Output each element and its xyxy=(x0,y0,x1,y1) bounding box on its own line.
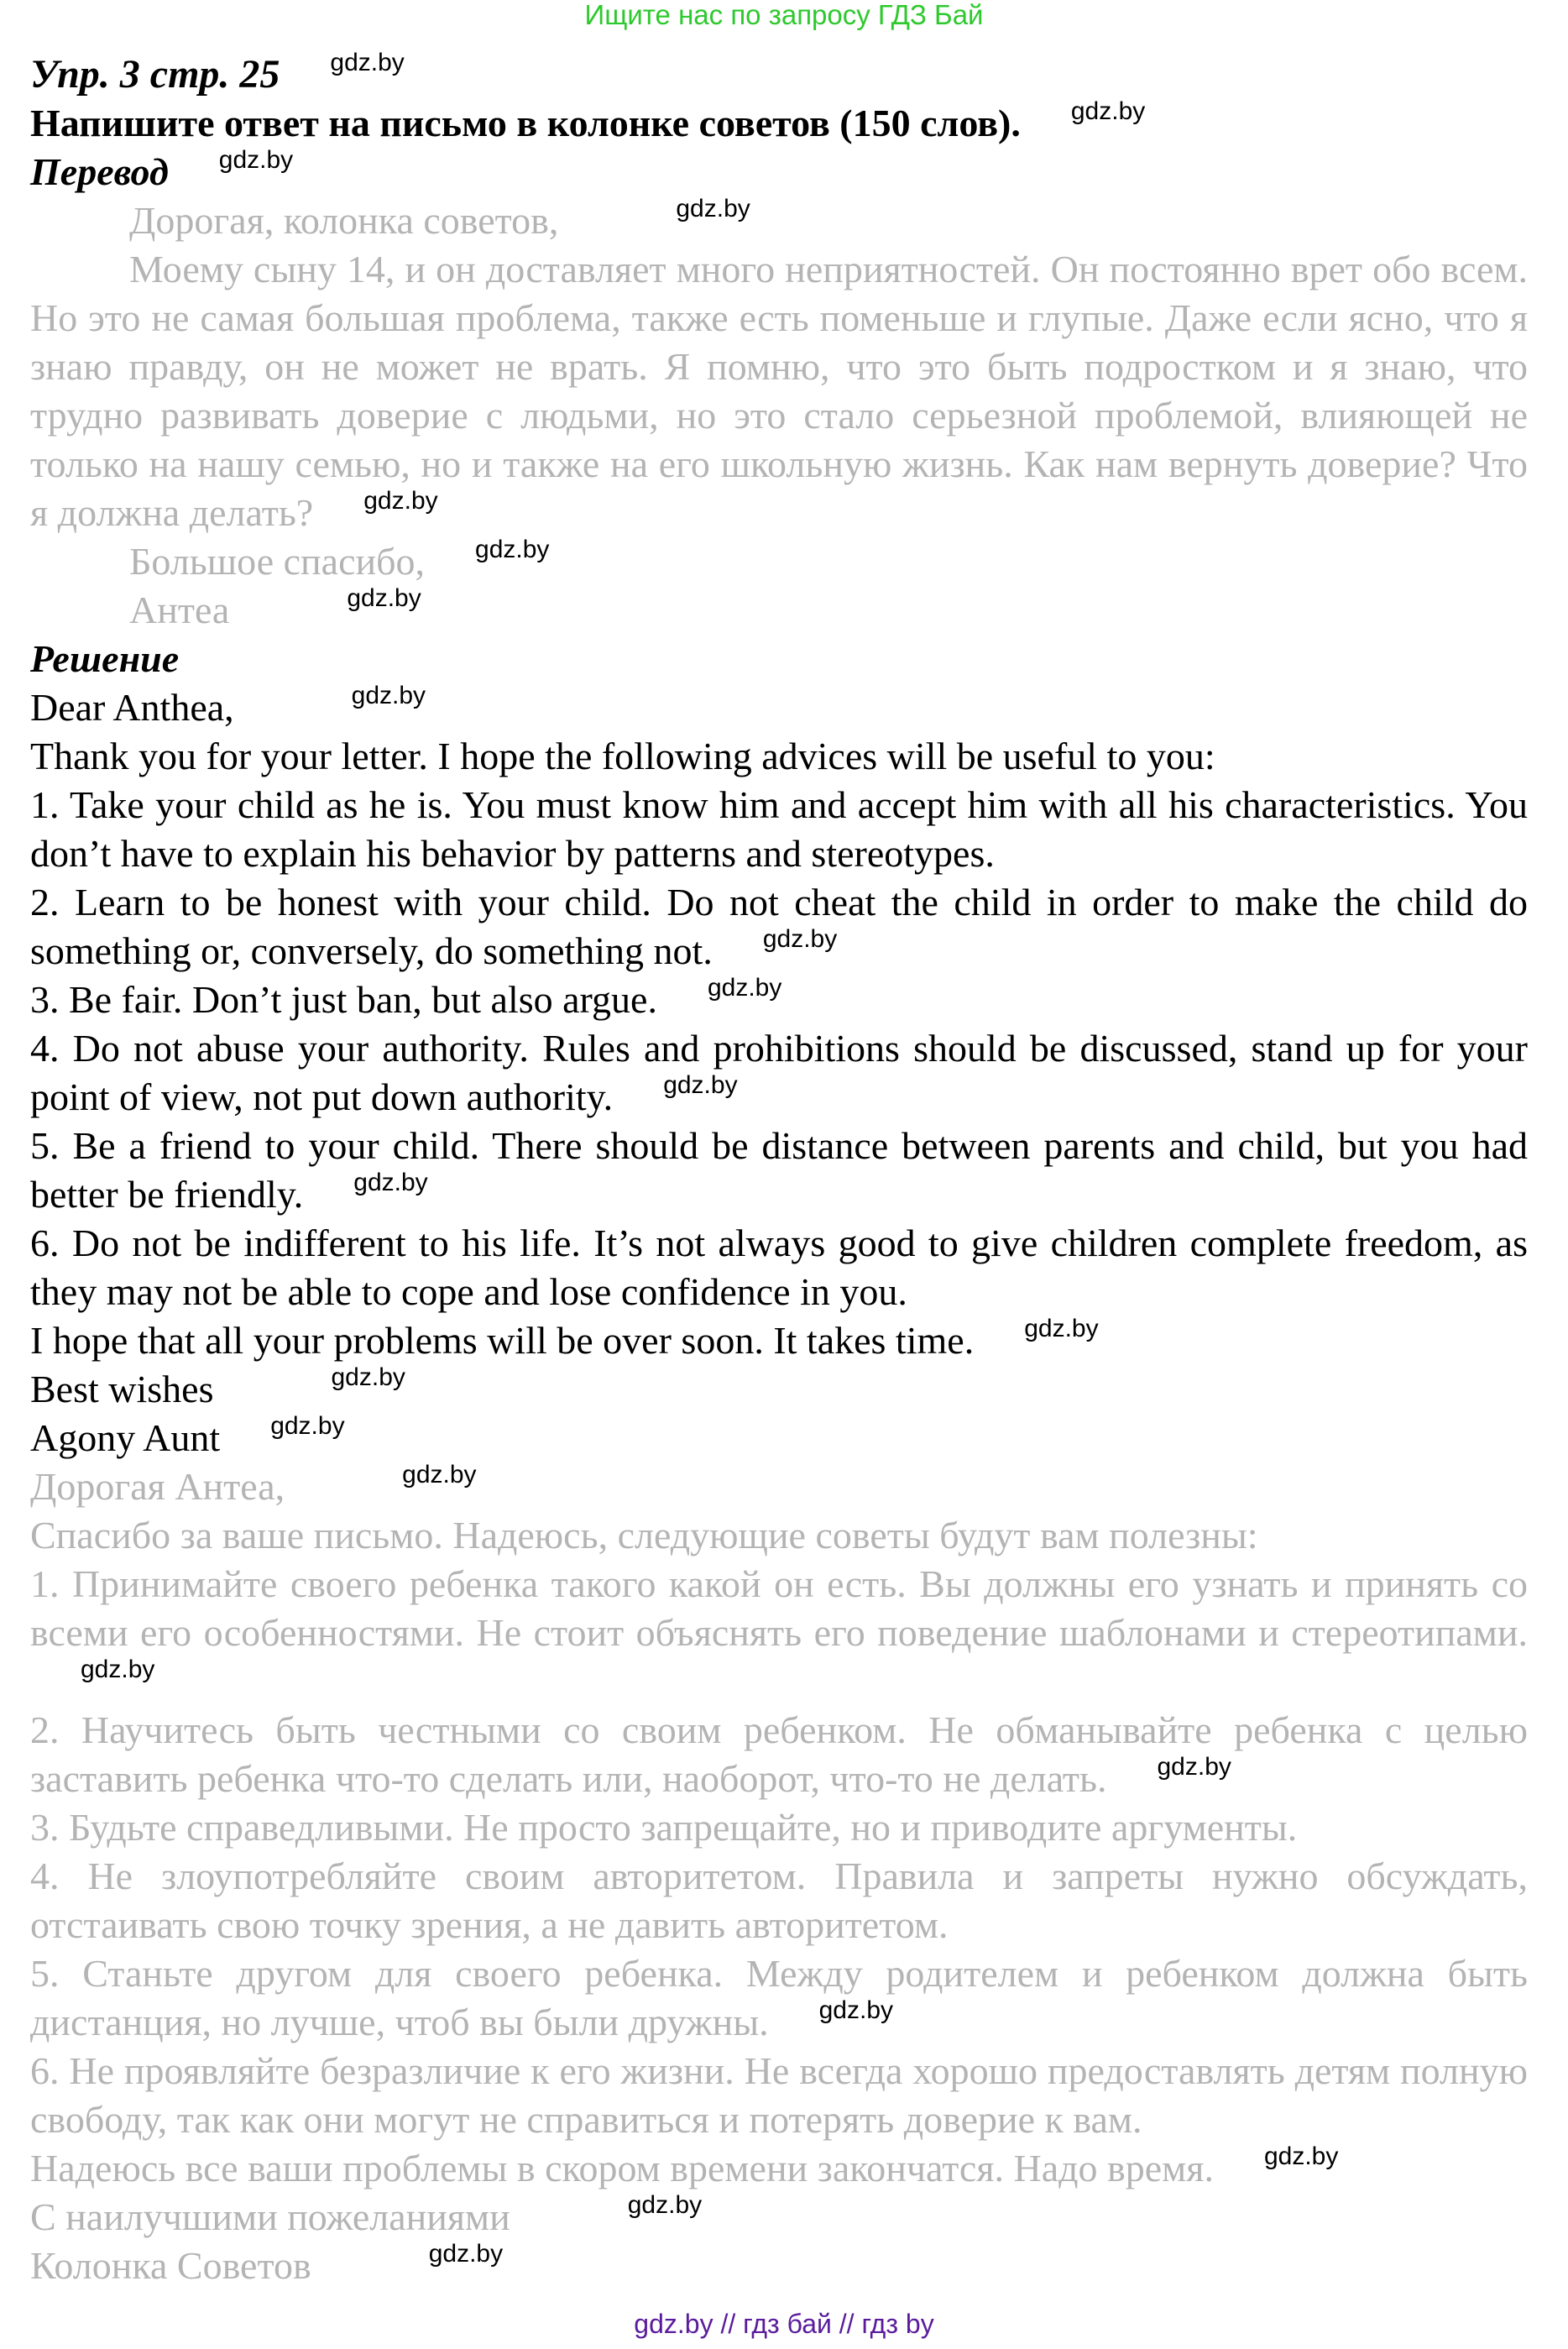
watermark: gdz.by xyxy=(330,49,405,76)
answer-text: Agony Aunt xyxy=(30,1416,221,1459)
top-banner: Ищите нас по запросу ГДЗ Бай xyxy=(584,0,984,30)
watermark: gdz.by xyxy=(1263,2142,1339,2170)
answer-ru-line xyxy=(30,2144,1528,2193)
answer-line xyxy=(30,683,1528,732)
answer-line xyxy=(30,878,1528,976)
watermark: gdz.by xyxy=(475,536,550,563)
answer-ru-line: 3. Будьте справедливыми. Не просто запрещайте, но и приводите аргументы. xyxy=(30,1806,1298,1849)
watermark: gdz.by xyxy=(1157,1753,1231,1781)
answer-ru-line: 6. Не проявляйте безразличие к его жизни. Не всегда хорошо предоставлять детям полную свободу, так как они могут не справиться и потерять доверие к вам. xyxy=(30,2049,1528,2141)
letter-thanks: Большое спасибо, xyxy=(129,540,426,583)
watermark: gdz.by xyxy=(676,195,750,222)
answer-text: 5. Be a friend to your child. There should be distance between parents and child, but you had better be friendly. xyxy=(30,1124,1528,1216)
answer-line xyxy=(30,1024,1528,1122)
answer-ru-line xyxy=(30,2193,1528,2242)
answer-line xyxy=(30,1316,1528,1365)
answer-ru-text: 5. Станьте другом для своего ребенка. Между родителем и ребенком должна быть дистанция, но лучше, чтоб вы были дружны. xyxy=(30,1952,1528,2043)
answer-text: Dear Anthea, xyxy=(30,686,234,729)
watermark: gdz.by xyxy=(428,2240,504,2268)
watermark: gdz.by xyxy=(402,1461,477,1488)
watermark: gdz.by xyxy=(1070,97,1146,125)
answer-ru-text: 1. Принимайте своего ребенка такого какой он есть. Вы должны его узнать и принять со всеми его особенностями. Не стоит объяснять его поведение шаблонами и стереотипами. xyxy=(30,1562,1528,1654)
letter-greeting: Дорогая, колонка советов, xyxy=(129,199,559,242)
exercise-title: Упр. 3 стр. 25 xyxy=(30,52,280,97)
answer-text: I hope that all your problems will be over soon. It takes time. xyxy=(30,1319,975,1362)
answer-line: 1. Take your child as he is. You must know him and accept him with all his characteristics. You don’t have to explain his behavior by patterns and stereotypes. xyxy=(30,783,1528,875)
answer-text: Best wishes xyxy=(30,1368,214,1410)
translation-heading: Перевод xyxy=(30,150,169,193)
answer-ru-text: 2. Научитесь быть честными со своим ребенком. Не обманывайте ребенка с целью заставить ребенка что-то сделать или, наоборот, что-то не делать. xyxy=(30,1708,1528,1800)
watermark: gdz.by xyxy=(351,682,426,709)
watermark: gdz.by xyxy=(218,146,294,174)
answer-ru-line: 4. Не злоупотребляйте своим авторитетом. Правила и запреты нужно обсуждать, отстаивать свою точку зрения, а не давить авторитетом. xyxy=(30,1855,1528,1946)
watermark: gdz.by xyxy=(347,584,421,612)
answer-ru-text: Дорогая Антеа, xyxy=(30,1465,285,1508)
letter-signature: Антеа xyxy=(129,589,230,631)
answer-line xyxy=(30,976,1528,1024)
watermark: gdz.by xyxy=(818,1996,894,2024)
watermark: gdz.by xyxy=(762,925,838,953)
translation-line xyxy=(30,148,1528,196)
exercise-line xyxy=(30,50,1528,99)
answer-ru-text: Колонка Советов xyxy=(30,2244,311,2287)
watermark: gdz.by xyxy=(363,487,438,515)
letter-body-line xyxy=(30,245,1528,537)
letter-body: Моему сыну 14, и он доставляет много неприятностей. Он постоянно врет обо всем. Но это не самая большая проблема, также есть поменьше и глупые. Даже если ясно, что я знаю правду, он не может не врать. Я помню, что это быть подростком и я знаю, что трудно развивать доверие с людьми, но это стало серьезной проблемой, влияющей не только на нашу семью, но и также на его школьную жизнь. Как нам вернуть доверие? Что я должна делать? xyxy=(30,248,1528,534)
answer-line xyxy=(30,1414,1528,1462)
answer-line: Thank you for your letter. I hope the following advices will be useful to you: xyxy=(30,735,1215,777)
watermark: gdz.by xyxy=(627,2191,703,2219)
answer-text: 3. Be fair. Don’t just ban, but also argue. xyxy=(30,978,657,1021)
answer-ru-line xyxy=(30,1706,1528,1803)
answer-text: 2. Learn to be honest with your child. Do not cheat the child in order to make the child do something or, conversely, do something not. xyxy=(30,881,1528,972)
answer-line xyxy=(30,1122,1528,1219)
task-text: Напишите ответ на письмо в колонке советов (150 слов). xyxy=(30,102,1021,144)
document-body xyxy=(30,50,1528,2290)
answer-line: 6. Do not be indifferent to his life. It’s not always good to give children complete freedom, as they may not be able to cope and lose confidence in you. xyxy=(30,1222,1528,1313)
answer-ru-line xyxy=(30,2242,1528,2290)
watermark: gdz.by xyxy=(707,974,782,1002)
answer-ru-line: Спасибо за ваше письмо. Надеюсь, следующие советы будут вам полезны: xyxy=(30,1514,1258,1556)
watermark: gdz.by xyxy=(663,1071,738,1099)
watermark: gdz.by xyxy=(1024,1315,1099,1342)
answer-ru-text: С наилучшими пожеланиями xyxy=(30,2195,510,2238)
task-line xyxy=(30,99,1528,148)
answer-ru-line xyxy=(30,1462,1528,1511)
watermark: gdz.by xyxy=(331,1363,405,1391)
answer-ru-line xyxy=(30,1560,1528,1706)
watermark: gdz.by xyxy=(270,1412,345,1440)
answer-ru-text: Надеюсь все ваши проблемы в скором времени закончатся. Надо время. xyxy=(30,2147,1214,2189)
answer-line xyxy=(30,1365,1528,1414)
letter-thanks-line xyxy=(30,537,1528,586)
solution-heading: Решение xyxy=(30,637,180,680)
letter-greeting-line xyxy=(30,196,1528,245)
answer-ru-line xyxy=(30,1949,1528,2047)
bottom-banner: gdz.by // гдз бай // гдз by xyxy=(634,2309,934,2339)
watermark: gdz.by xyxy=(81,1656,155,1683)
letter-signature-line xyxy=(30,586,1528,635)
answer-text: 4. Do not abuse your authority. Rules and prohibitions should be discussed, stand up for your point of view, not put down authority. xyxy=(30,1027,1528,1118)
watermark: gdz.by xyxy=(353,1169,428,1196)
